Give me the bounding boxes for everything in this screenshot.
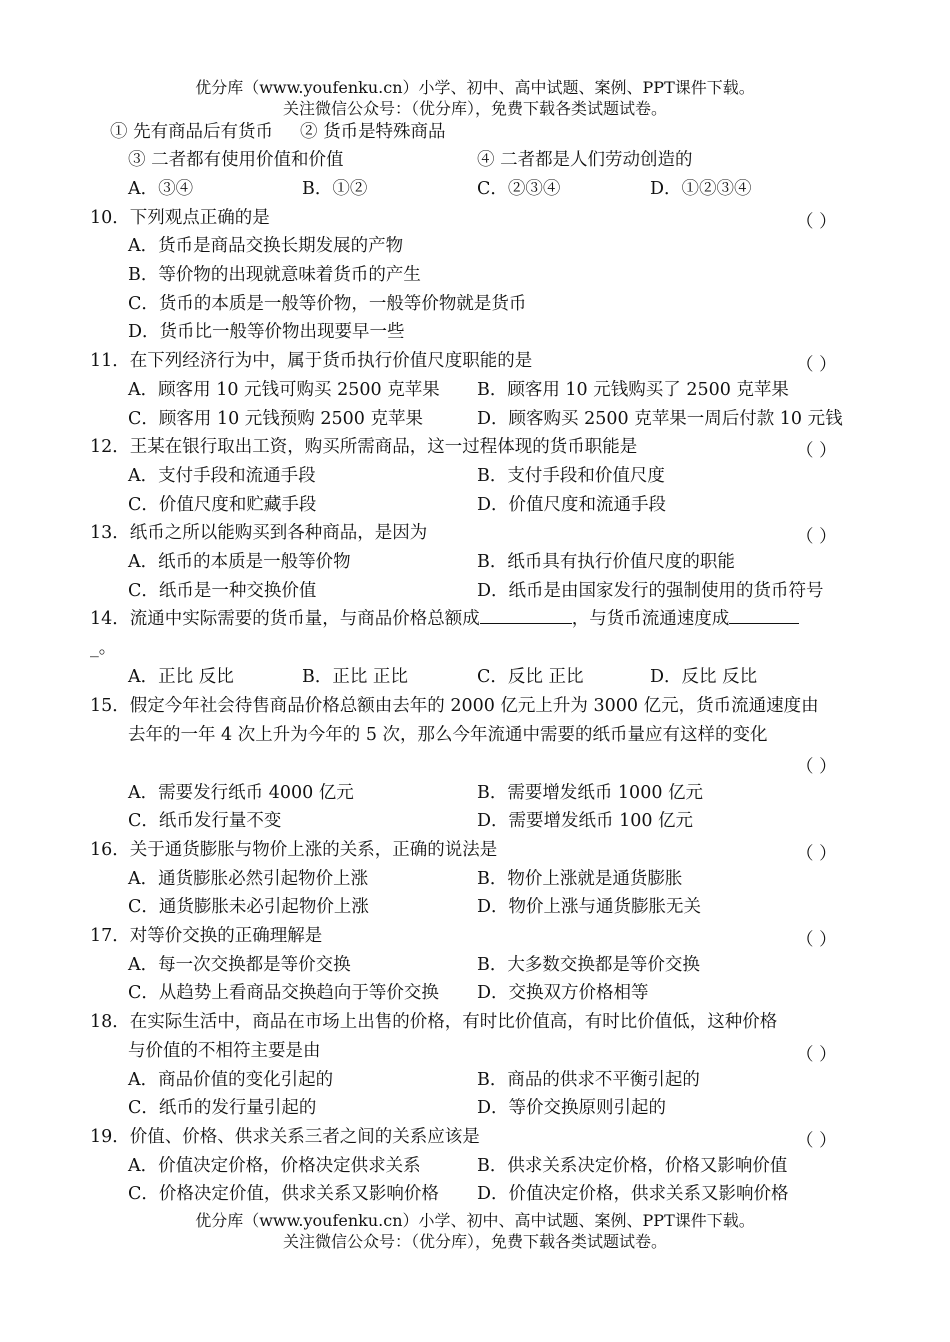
q15-option-d: D．需要增发纸币 100 亿元 [477,811,694,831]
q18-answer-paren: （ ） [796,1045,837,1065]
q12-answer-paren: （ ） [796,441,837,461]
q13-answer-paren: （ ） [796,527,837,547]
q16-option-d: D．物价上涨与通货膨胀无关 [477,897,702,917]
q18-option-a: A．商品价值的变化引起的 [128,1070,334,1090]
q19-option-d: D．价值决定价格，供求关系又影响价格 [477,1184,789,1204]
q15-answer-paren: （ ） [796,757,837,777]
q10-answer-paren: （ ） [796,212,837,232]
q11-answer-paren: （ ） [796,355,837,375]
q15-option-b: B．需要增发纸币 1000 亿元 [477,783,704,803]
q9-option-d: D．①②③④ [650,179,752,199]
q12-option-c: C．价值尺度和贮藏手段 [128,495,317,515]
q10-option-d: D．货币比一般等价物出现要早一些 [128,322,405,342]
header-line-2: 关注微信公众号：（优分库），免费下载各类试题试卷。 [282,99,667,118]
q12-option-b: B．支付手段和价值尺度 [477,466,665,486]
q11-option-a: A．顾客用 10 元钱可购买 2500 克苹果 [128,380,440,400]
q17-answer-paren: （ ） [796,930,837,950]
q19-option-c: C．价格决定价值，供求关系又影响价格 [128,1184,439,1204]
q14-stem-end: _。 [90,638,117,658]
q17-option-d: D．交换双方价格相等 [477,983,649,1003]
q11-stem: 11．在下列经济行为中，属于货币执行价值尺度职能的是 [90,351,533,371]
q16-stem: 16．关于通货膨胀与物价上涨的关系，正确的说法是 [90,840,498,860]
q12-stem: 12．王某在银行取出工资，购买所需商品，这一过程体现的货币职能是 [90,437,638,457]
q19-answer-paren: （ ） [796,1131,837,1151]
q9-option-b: B．①② [302,179,368,199]
q16-option-b: B．物价上涨就是通货膨胀 [477,869,683,889]
q9-statement-4: ④ 二者都是人们劳动创造的 [477,150,693,170]
q18-option-b: B．商品的供求不平衡引起的 [477,1070,700,1090]
q19-stem: 19．价值、价格、供求关系三者之间的关系应该是 [90,1127,480,1147]
q17-option-b: B．大多数交换都是等价交换 [477,955,700,975]
q9-statement-2: ② 货币是特殊商品 [300,122,446,142]
q9-statement-3: ③ 二者都有使用价值和价值 [128,150,344,170]
q15-option-c: C．纸币发行量不变 [128,811,282,831]
q10-option-a: A．货币是商品交换长期发展的产物 [128,236,404,256]
footer-line-2: 关注微信公众号：（优分库），免费下载各类试题试卷。 [282,1232,667,1251]
q17-stem: 17．对等价交换的正确理解是 [90,926,323,946]
q16-answer-paren: （ ） [796,844,837,864]
q9-statement-1: ① 先有商品后有货币 [110,122,274,142]
q15-stem-line-1: 15．假定今年社会待售商品价格总额由去年的 2000 亿元上升为 3000 亿元，货币流通速度由 [90,696,819,716]
q13-option-a: A．纸币的本质是一般等价物 [128,552,351,572]
q14-option-c: C．反比 正比 [477,667,584,687]
header-line-1: 优分库（www.youfenku.cn）小学、初中、高中试题、案例、PPT课件下载。 [195,78,755,97]
q14-stem-part-1: 14．流通中实际需要的货币量，与商品价格总额成 [90,609,480,629]
q14-option-b: B．正比 正比 [302,667,408,687]
footer-line-1: 优分库（www.youfenku.cn）小学、初中、高中试题、案例、PPT课件下载。 [195,1211,755,1230]
q11-option-c: C．顾客用 10 元钱预购 2500 克苹果 [128,409,423,429]
q16-option-c: C．通货膨胀未必引起物价上涨 [128,897,369,917]
q9-option-c: C．②③④ [477,179,561,199]
q18-stem-line-1: 18．在实际生活中，商品在市场上出售的价格，有时比价值高，有时比价值低，这种价格 [90,1012,778,1032]
q18-option-d: D．等价交换原则引起的 [477,1098,667,1118]
q15-option-a: A．需要发行纸币 4000 亿元 [128,783,354,803]
q12-option-d: D．价值尺度和流通手段 [477,495,667,515]
q14-blank-1 [480,605,572,624]
q9-option-a: A．③④ [128,179,194,199]
q13-option-d: D．纸币是由国家发行的强制使用的货币符号 [477,581,824,601]
q13-stem: 13．纸币之所以能购买到各种商品，是因为 [90,523,428,543]
q16-option-a: A．通货膨胀必然引起物价上涨 [128,869,369,889]
q11-option-b: B．顾客用 10 元钱购买了 2500 克苹果 [477,380,789,400]
q17-option-c: C．从趋势上看商品交换趋向于等价交换 [128,983,439,1003]
q10-stem: 10．下列观点正确的是 [90,208,270,228]
q19-option-b: B．供求关系决定价格，价格又影响价值 [477,1156,788,1176]
q12-option-a: A．支付手段和流通手段 [128,466,316,486]
q10-option-c: C．货币的本质是一般等价物，一般等价物就是货币 [128,294,527,314]
q17-option-a: A．每一次交换都是等价交换 [128,955,351,975]
q19-option-a: A．价值决定价格，价格决定供求关系 [128,1156,421,1176]
q13-option-c: C．纸币是一种交换价值 [128,581,317,601]
q15-stem-line-2: 去年的一年 4 次上升为今年的 5 次，那么今年流通中需要的纸币量应有这样的变化 [128,725,768,745]
q14-blank-2 [729,605,799,624]
q14-option-d: D．反比 反比 [650,667,758,687]
q10-option-b: B．等价物的出现就意味着货币的产生 [128,265,421,285]
q14-stem [90,605,799,633]
q13-option-b: B．纸币具有执行价值尺度的职能 [477,552,735,572]
q11-option-d: D．顾客购买 2500 克苹果一周后付款 10 元钱 [477,409,843,429]
q14-stem-part-2: ，与货币流通速度成 [571,609,730,629]
q14-option-a: A．正比 反比 [128,667,234,687]
q18-option-c: C．纸币的发行量引起的 [128,1098,317,1118]
q18-stem-line-2: 与价值的不相符主要是由 [128,1041,321,1061]
